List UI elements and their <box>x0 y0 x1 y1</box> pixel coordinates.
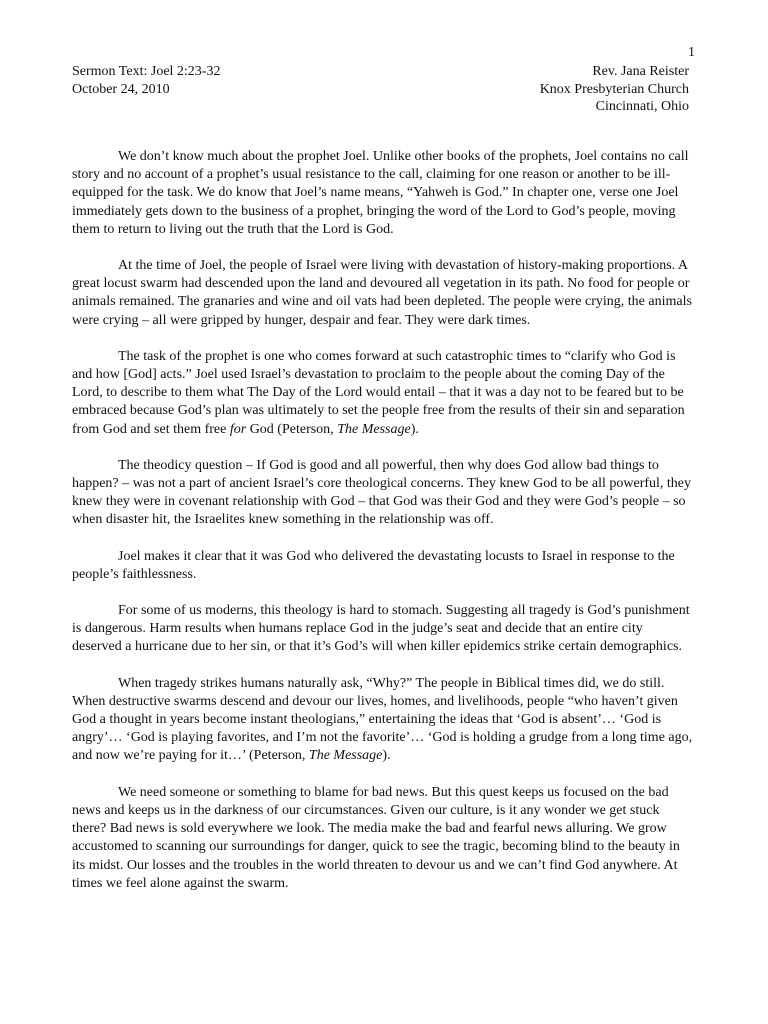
body-paragraph <box>72 548 694 584</box>
paragraph-text: The task of the prophet is one who comes forward at such catastrophic times to “clarify who God is and how [God] acts.” Joel used Israel’s devastation to proclaim to the people about the coming Day of the Lord, to describe to them what The Day of the Lord would entail – that it was a day not to be feared but to be embraced because God’s plan was ultimately to set the people free from the results of their sin and separation from God and set them free <box>72 348 685 437</box>
header-left-block <box>72 63 220 98</box>
paragraph-text: When tragedy strikes humans naturally ask, “Why?” The people in Biblical times did, we do still. When destructive swarms descend and devour our lives, homes, and livelihoods, people “who haven’t given God a thought in years become instant theologians,” entertaining the ideas that ‘God is absent’… ‘God is angry’… ‘God is playing favorites, and I’m not the favorite’… ‘God is holding a grudge from a long time ago, and now we’re paying for it…’ (Peterson, <box>72 675 693 764</box>
body-paragraph <box>72 602 694 657</box>
paragraph-text: ). <box>382 748 391 764</box>
paragraph-text: For some of us moderns, this theology is hard to stomach. Suggesting all tragedy is God’s punishment is dangerous. Harm results when humans replace God in the judge’s seat and decide that an entire city deserved a hurricane due to her sin, or that it’s God’s will when killer epidemics strike certain demographics. <box>72 603 690 655</box>
paragraph-text: God (Peterson, <box>246 421 338 437</box>
sermon-body <box>72 148 694 911</box>
paragraph-text: We need someone or something to blame for bad news. But this quest keeps us focused on the bad news and keeps us in the darkness of our circumstances. Given our culture, is it any wonder we get stuck there? Bad news is sold everywhere we look. The media make the bad and fearful news alluring. We grow accustomed to scanning our surroundings for danger, quick to see the tragic, becoming blind to the beauty in its midst. Our losses and the troubles in the world threaten to devour us and we can’t find God anywhere. At times we feel alone against the swarm. <box>72 784 680 891</box>
author-name: Rev. Jana Reister <box>592 64 689 79</box>
italic-text: The Message <box>337 421 411 437</box>
sermon-date: October 24, 2010 <box>72 81 170 97</box>
body-paragraph <box>72 257 694 330</box>
paragraph-text: We don’t know much about the prophet Joel. Unlike other books of the prophets, Joel contains no call story and no account of a prophet’s usual resistance to the call, claiming for one reason or another to be ill-equipped for the task. We do know that Joel’s name means, “Yahweh is God.” In chapter one, verse one Joel immediately gets down to the business of a prophet, bringing the word of the Lord to God’s people, moving them to return to living out the truth that the Lord is God. <box>72 149 689 237</box>
header-right-block <box>540 63 689 116</box>
paragraph-text: Joel makes it clear that it was God who delivered the devastating locusts to Israel in response to the people’s faithlessness. <box>72 548 675 582</box>
paragraph-text: At the time of Joel, the people of Israel were living with devastation of history-making proportions. A great locust swarm had descended upon the land and devoured all vegetation in its path. No food for people or animals remained. The granaries and wine and oil vats had been depleted. The people were crying, the animals were crying – all were gripped by hunger, despair and fear. They were dark times. <box>72 258 692 328</box>
body-paragraph <box>72 148 694 239</box>
page-number: 1 <box>688 45 695 60</box>
body-paragraph <box>72 457 694 530</box>
body-paragraph <box>72 348 694 439</box>
italic-text: The Message <box>308 748 383 764</box>
sermon-text-reference: Sermon Text: Joel 2:23-32 <box>72 64 221 79</box>
body-paragraph <box>72 675 694 766</box>
italic-text: for <box>229 421 247 437</box>
church-name: Knox Presbyterian Church <box>539 81 689 97</box>
church-location: Cincinnati, Ohio <box>595 99 689 114</box>
body-paragraph <box>72 784 694 893</box>
paragraph-text: The theodicy question – If God is good and all powerful, then why does God allow bad things to happen? – was not a part of ancient Israel’s core theological concerns. They knew God to be all powerful, they knew they were in covenant relationship with God – that God was their God and they were God’s people – so when disaster hit, the Israelites knew something in the relationship was off. <box>72 457 692 528</box>
paragraph-text: ). <box>410 421 419 437</box>
